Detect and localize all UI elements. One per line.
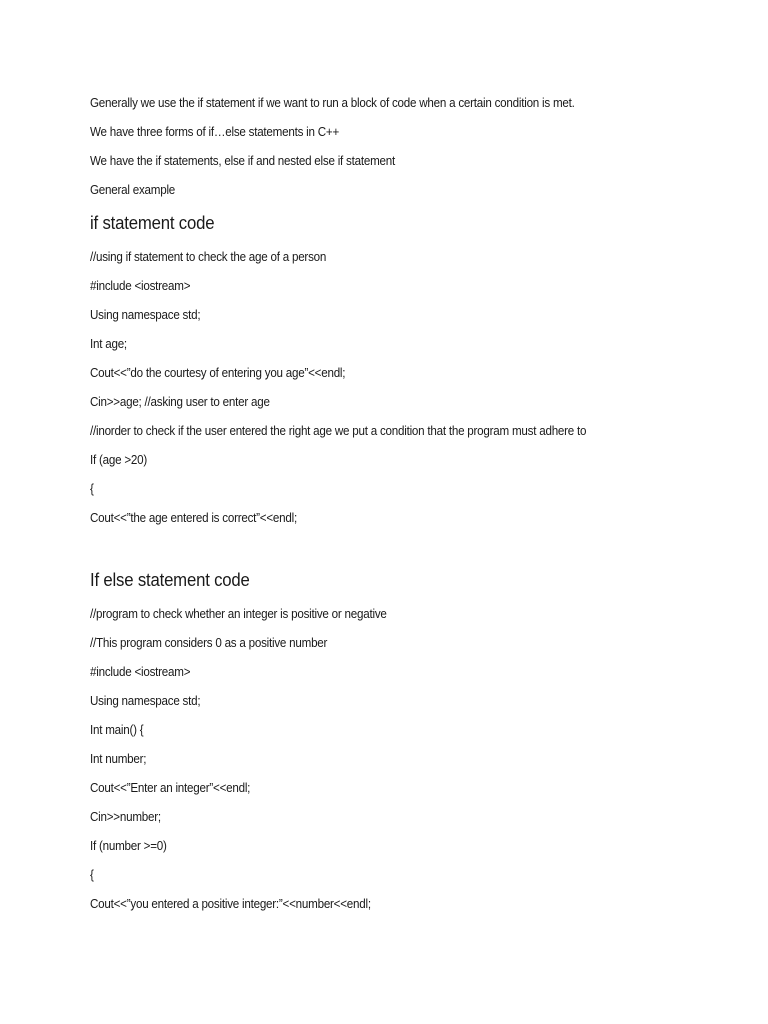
code-line: //inorder to check if the user entered the right age we put a condition that the program must adhere to xyxy=(90,424,587,438)
intro-paragraph-3: We have the if statements, else if and nested else if statement xyxy=(90,154,396,168)
code-line: Int main() { xyxy=(90,723,144,737)
code-line: Cout<<”you entered a positive integer:”<<number<<endl; xyxy=(90,897,371,911)
code-line: Cout<<”the age entered is correct”<<endl; xyxy=(90,511,297,525)
code-line: Cin>>number; xyxy=(90,810,161,824)
code-line: #include <iostream> xyxy=(90,665,191,679)
code-line: If (age >20) xyxy=(90,453,147,467)
section-heading-if-else-statement: If else statement code xyxy=(90,570,250,590)
code-line: { xyxy=(90,868,94,882)
code-line: Cout<<”do the courtesy of entering you age”<<endl; xyxy=(90,366,346,380)
code-line: //program to check whether an integer is positive or negative xyxy=(90,607,387,621)
section-heading-if-statement: if statement code xyxy=(90,213,215,233)
code-line: { xyxy=(90,482,94,496)
code-line: Cin>>age; //asking user to enter age xyxy=(90,395,270,409)
code-line: Int age; xyxy=(90,337,127,351)
code-line: If (number >=0) xyxy=(90,839,167,853)
intro-paragraph-2: We have three forms of if…else statements in C++ xyxy=(90,125,340,139)
intro-paragraph-4: General example xyxy=(90,183,176,197)
intro-paragraph-1: Generally we use the if statement if we want to run a block of code when a certain condition is met. xyxy=(90,96,575,110)
code-line: Using namespace std; xyxy=(90,694,201,708)
code-line: Cout<<”Enter an integer”<<endl; xyxy=(90,781,251,795)
code-line: //This program considers 0 as a positive number xyxy=(90,636,328,650)
code-line: #include <iostream> xyxy=(90,279,191,293)
code-line: Int number; xyxy=(90,752,147,766)
code-line: //using if statement to check the age of a person xyxy=(90,250,327,264)
code-line: Using namespace std; xyxy=(90,308,201,322)
